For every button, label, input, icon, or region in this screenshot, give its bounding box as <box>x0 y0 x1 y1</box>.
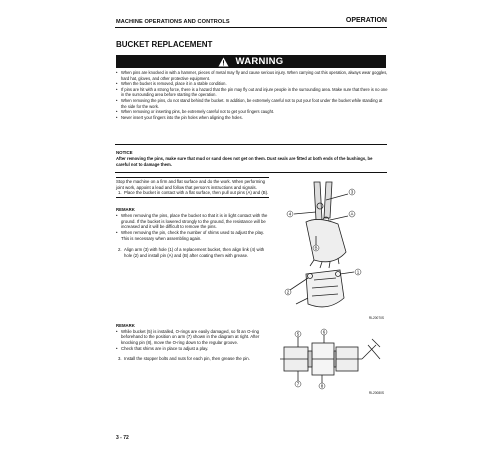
header-rule <box>115 27 387 28</box>
callout-label: 3 <box>350 189 354 195</box>
step-text: Place the bucket in contact with a flat surface, then pull out pins (A) and (B). <box>124 190 269 196</box>
instructions-column-2 <box>116 323 269 361</box>
callout-label: 6 <box>322 329 326 335</box>
warning-label: WARNING <box>235 56 284 67</box>
intro-box <box>116 177 269 198</box>
list-item: • Never insert your fingers into the pin holes when aligning the holes. <box>116 115 388 121</box>
list-item: • When pins are knocked in with a hammer, pieces of metal may fly and cause serious injury. When carrying out this operation, always wear goggles, hard hat, gloves, and other protective equipment. <box>116 70 388 81</box>
instructions-column-1 <box>116 177 269 259</box>
callout-label: 4 <box>288 211 292 217</box>
callout-label: A <box>350 211 354 217</box>
list-item: • When removing the pin, check the number of shims used to adjust the play. This is necessary when assembling again. <box>116 230 269 241</box>
figure-code: RL20070S <box>368 316 384 320</box>
step-text: Install the stopper bolts and nuts for each pin, then grease the pin. <box>124 355 250 361</box>
notice-text: After removing the pins, make sure that mud or sand does not get on them. Dust seals are fitted at both ends of the bushings, be careful not to damage them. <box>116 156 373 167</box>
page-number: 3 - 72 <box>116 435 129 441</box>
list-item: • Check that shims are in place to adjust a play. <box>116 346 269 352</box>
callout-label: 1 <box>356 269 360 275</box>
callout-label: B <box>314 245 318 251</box>
chapter-header: OPERATION <box>345 17 387 24</box>
list-item: • When removing or inserting pins, be extremely careful not to get your fingers caught. <box>116 109 388 115</box>
bucket-diagram <box>276 180 388 322</box>
list-item: • While bucket (5) is installed, O-rings are easily damaged, so fit an O-ring beforehand to the position on arm (7) shown in the diagram at right. After knocking pin (8), move the O-ring down to the regular groove. <box>116 329 269 346</box>
oring-diagram <box>276 325 388 397</box>
figure-bucket-pins <box>276 180 388 322</box>
step-1 <box>116 190 269 196</box>
list-item: • When removing the pins, place the bucket so that it is in light contact with the ground. If the bucket is lowered strongly to the ground, the resistance will be increased and it will be difficult to remove the pins. <box>116 213 269 230</box>
list-item: • If pins are hit with a strong force, there is a hazard that the pin may fly out and injure people in the surrounding area. Make sure that there is no one in the surrounding area before starting the operation. <box>116 87 388 98</box>
figure-oring <box>276 325 388 397</box>
warning-list <box>116 70 388 120</box>
step-number: 2. <box>118 247 122 253</box>
step-3 <box>116 356 269 362</box>
callout-label: 5 <box>296 331 300 337</box>
warning-triangle-icon <box>218 57 229 67</box>
callout-label: 8 <box>320 383 324 389</box>
intro-text: Stop the machine on a firm and flat surface and do the work. When performing joint work, appoint a lead and follow that person's instructions and signals. <box>116 179 266 190</box>
callout-label: 2 <box>286 289 290 295</box>
step-number: 3. <box>118 355 122 361</box>
figure-code: RL20080S <box>368 391 384 395</box>
remark-title: REMARK <box>116 207 135 213</box>
warning-banner <box>116 55 386 68</box>
divider <box>115 144 387 145</box>
step-text: Align arm (3) with hole (1) of a replacement bucket, then align link (4) with hole (2) and install pin (A) and (B) after coating them with grease. <box>124 247 265 259</box>
section-header: MACHINE OPERATIONS AND CONTROLS <box>116 19 230 25</box>
remark-title: REMARK <box>116 323 135 328</box>
list-item: • When the bucket is removed, place it in a stable condition. <box>116 81 388 87</box>
list-item: • When removing the pins, do not stand behind the bucket. In addition, be extremely careful not to put your foot under the bucket while standing at the side for the work. <box>116 98 388 109</box>
callout-label: 7 <box>296 381 300 387</box>
step-2 <box>116 247 269 258</box>
page-title: BUCKET REPLACEMENT <box>116 40 213 49</box>
divider <box>115 172 387 173</box>
notice-title: NOTICE <box>116 150 133 155</box>
step-number: 1. <box>118 190 122 196</box>
